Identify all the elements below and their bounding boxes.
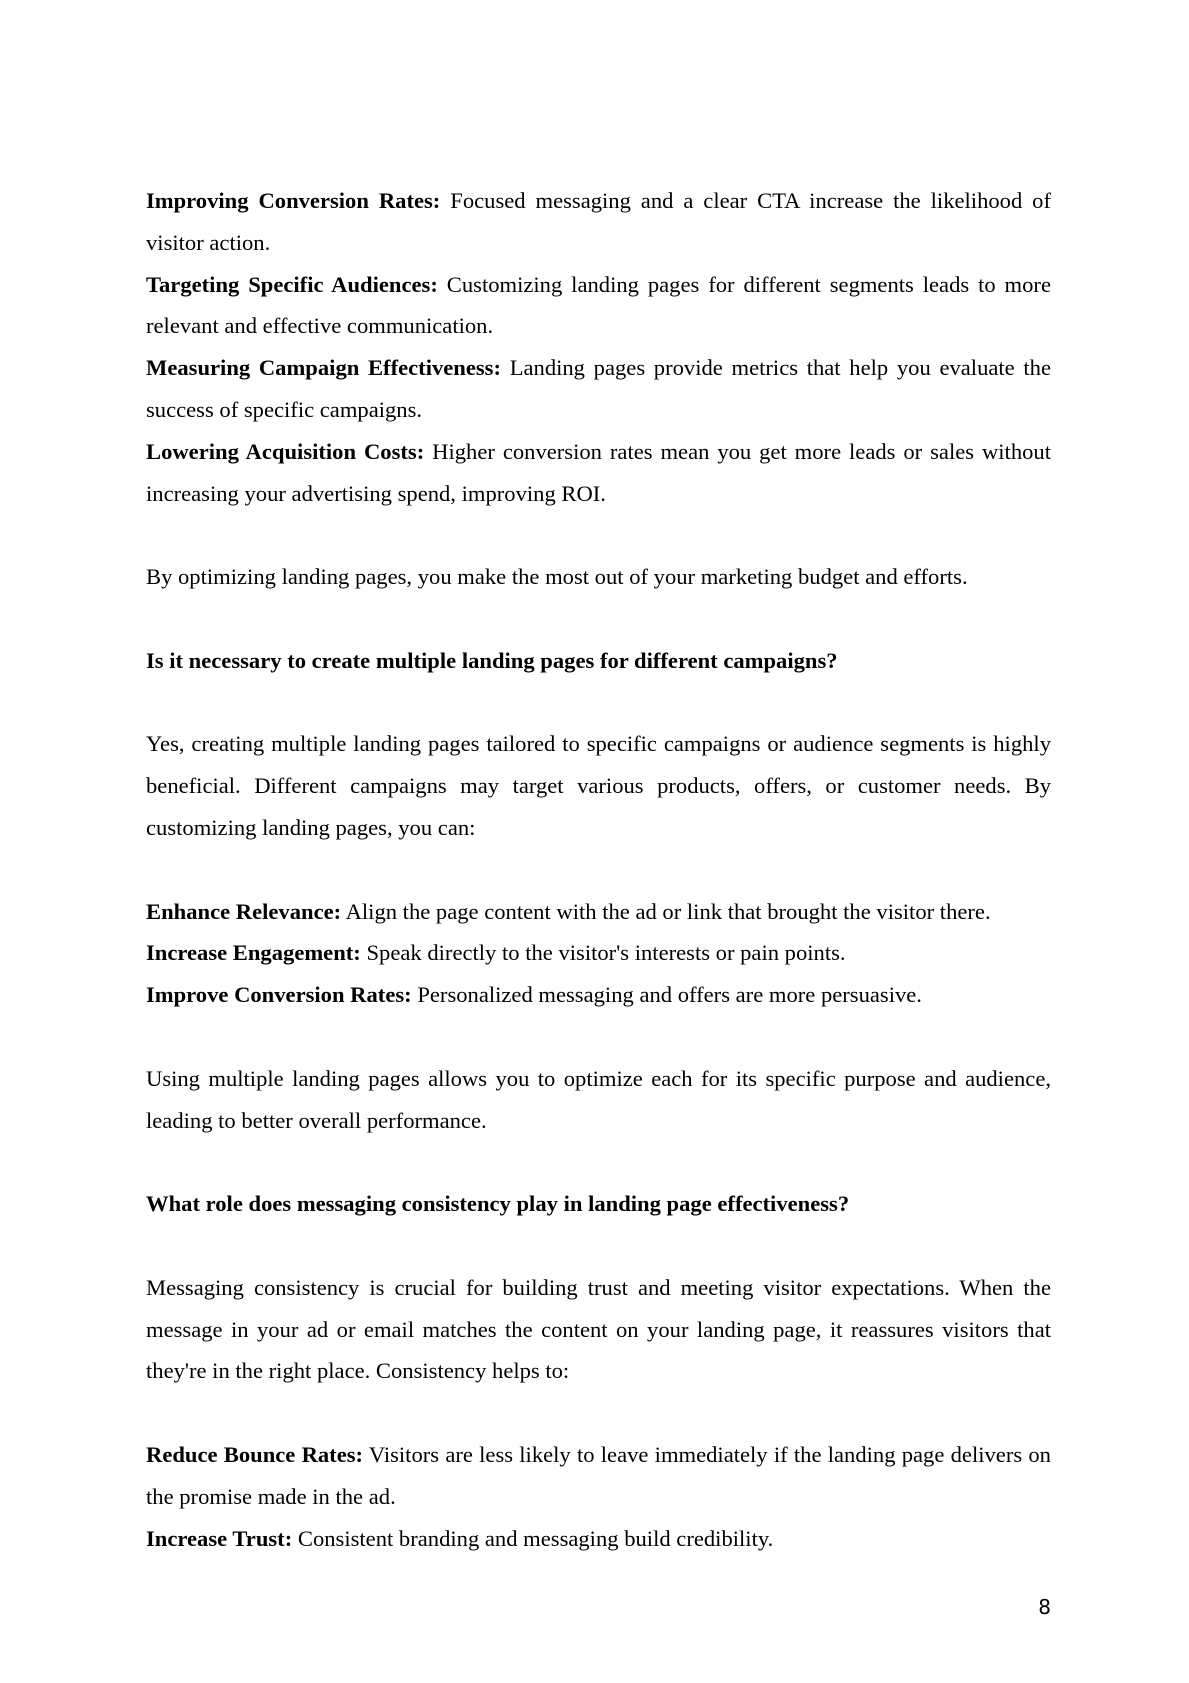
spacer (146, 1141, 1051, 1183)
benefit-item (146, 431, 1051, 515)
benefit-text: Personalized messaging and offers are more persuasive. (411, 982, 922, 1008)
page-number: 8 (1038, 1595, 1051, 1619)
benefit-text: Align the page content with the ad or link that brought the visitor there. (341, 898, 991, 924)
benefit-item (146, 974, 1051, 1016)
spacer (146, 682, 1051, 724)
document-page-content (146, 180, 1051, 1559)
benefit-text: Landing pages provide metrics that help you evaluate the success of specific campaigns. (146, 355, 1051, 422)
section-intro: Yes, creating multiple landing pages tailored to specific campaigns or audience segments is highly beneficial. Different campaigns may target various products, offers, or customer needs. By customizing landing pages, you can: (146, 731, 1051, 840)
benefit-item (146, 1518, 1051, 1560)
section-summary: Using multiple landing pages allows you to optimize each for its specific purpose and audience, leading to better overall performance. (146, 1065, 1051, 1133)
spacer (146, 849, 1051, 891)
benefit-term: Improve Conversion Rates: (146, 982, 412, 1008)
benefit-item (146, 891, 1051, 933)
benefit-term: Lowering Acquisition Costs: (146, 438, 425, 464)
benefit-term: Measuring Campaign Effectiveness: (146, 355, 501, 381)
benefit-item (146, 264, 1051, 348)
benefit-text: Speak directly to the visitor's interests or pain points. (360, 940, 846, 966)
benefit-text: Higher conversion rates mean you get more leads or sales without increasing your advertising spend, improving ROI. (146, 438, 1052, 506)
benefit-text: Consistent branding and messaging build credibility. (292, 1525, 774, 1551)
benefit-term: Improving Conversion Rates: (146, 188, 441, 213)
spacer (146, 598, 1051, 640)
section-heading: What role does messaging consistency play in landing page effectiveness? (146, 1191, 850, 1217)
benefit-term: Reduce Bounce Rates: (146, 1441, 364, 1467)
section-heading: Is it necessary to create multiple landing pages for different campaigns? (146, 647, 838, 673)
benefit-item (146, 347, 1051, 431)
benefit-item (146, 1434, 1051, 1518)
section-intro: Messaging consistency is crucial for building trust and meeting visitor expectations. When the message in your ad or email matches the content on your landing page, it reassures visitors that they're in the right place. Consistency helps to: (146, 1274, 1051, 1384)
benefit-item (146, 180, 1051, 264)
spacer (146, 1016, 1051, 1058)
benefit-term: Enhance Relevance: (146, 898, 342, 924)
spacer (146, 1392, 1051, 1434)
benefit-term: Increase Engagement: (146, 940, 361, 966)
benefit-text: Visitors are less likely to leave immediately if the landing page delivers on the promise made in the ad. (146, 1441, 1051, 1509)
benefit-term: Targeting Specific Audiences: (146, 271, 438, 297)
spacer (146, 1225, 1051, 1267)
benefit-term: Increase Trust: (146, 1525, 293, 1551)
section-summary: By optimizing landing pages, you make the most out of your marketing budget and efforts. (146, 564, 968, 590)
benefit-text: Focused messaging and a clear CTA increase the likelihood of visitor action. (146, 188, 1052, 255)
benefit-item (146, 932, 1051, 974)
spacer (146, 514, 1051, 556)
benefit-text: Customizing landing pages for different segments leads to more relevant and effective communication. (146, 271, 1051, 339)
